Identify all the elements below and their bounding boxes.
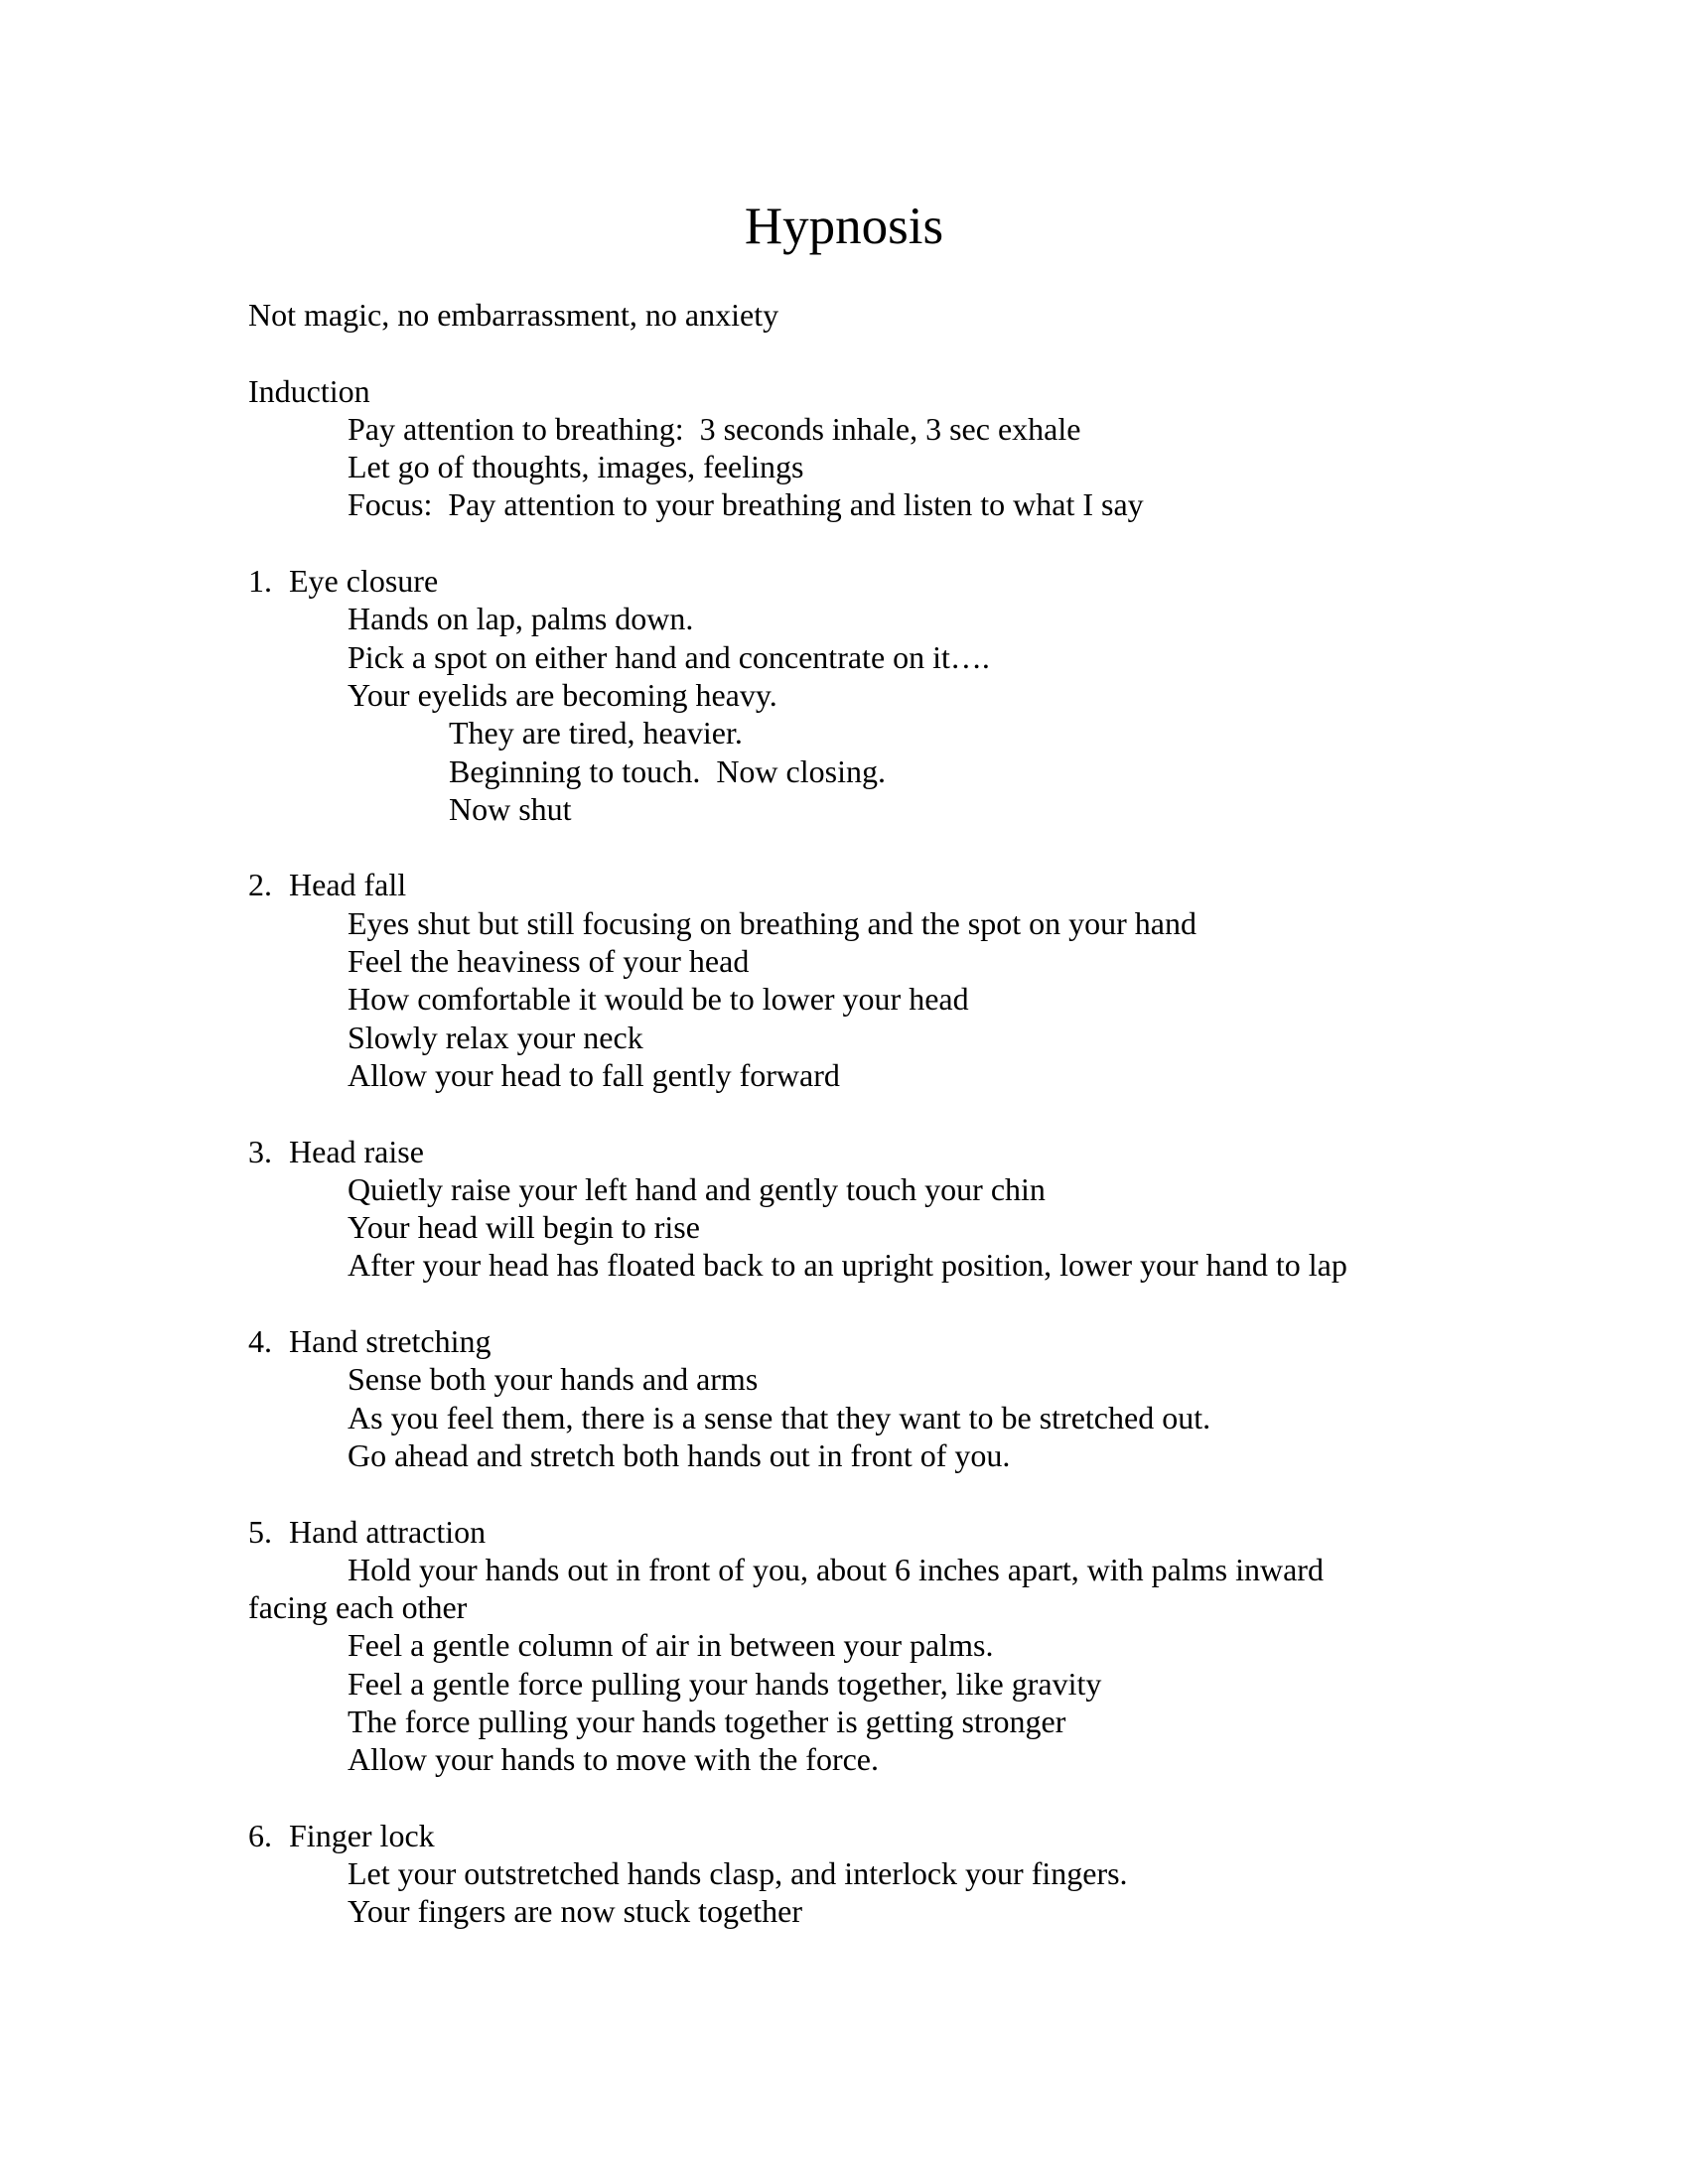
step-finger-lock: [248, 1817, 1440, 1931]
step-heading: [248, 866, 1440, 903]
step-number: 4.: [248, 1323, 272, 1360]
step-subline: Now shut: [449, 790, 572, 827]
step-line: Feel the heaviness of your head: [348, 943, 750, 980]
step-line: Allow your hands to move with the force.: [348, 1741, 879, 1778]
step-heading: [248, 562, 1440, 600]
step-title: Hand stretching: [289, 1323, 492, 1360]
step-line: Allow your head to fall gently forward: [348, 1056, 840, 1093]
step-eye-closure: [248, 562, 1440, 828]
step-line: Feel a gentle column of air in between your palms.: [348, 1627, 994, 1664]
step-line: How comfortable it would be to lower your head: [348, 981, 969, 1018]
step-head-raise: [248, 1133, 1440, 1285]
step-line: Let your outstretched hands clasp, and interlock your fingers.: [348, 1855, 1128, 1892]
step-heading: [248, 1817, 1440, 1854]
spacer: [248, 1285, 1440, 1322]
step-line: As you feel them, there is a sense that they want to be stretched out.: [348, 1399, 1211, 1435]
step-number: 1.: [248, 563, 272, 600]
step-line: Quietly raise your left hand and gently touch your chin: [348, 1170, 1046, 1207]
step-title: Hand attraction: [289, 1513, 487, 1550]
step-head-fall: [248, 866, 1440, 1094]
step-title: Eye closure: [289, 563, 439, 600]
step-line: Slowly relax your neck: [348, 1019, 643, 1055]
step-line: Pick a spot on either hand and concentrate on it….: [348, 638, 990, 675]
step-hand-attraction: [248, 1513, 1440, 1779]
induction-heading: Induction: [248, 372, 370, 409]
document-body: [248, 296, 1440, 1931]
step-title: Head fall: [289, 867, 407, 903]
step-line: Feel a gentle force pulling your hands together, like gravity: [348, 1665, 1102, 1702]
step-title: Head raise: [289, 1133, 424, 1169]
step-hand-stretching: [248, 1322, 1440, 1474]
page-title: Hypnosis: [744, 198, 944, 255]
step-subline: Beginning to touch. Now closing.: [449, 752, 886, 789]
spacer: [248, 334, 1440, 371]
step-title: Finger lock: [289, 1817, 435, 1853]
spacer: [248, 1779, 1440, 1817]
induction-line: Pay attention to breathing: 3 seconds inhale, 3 sec exhale: [348, 410, 1081, 447]
induction-line: Focus: Pay attention to your breathing and listen to what I say: [348, 486, 1144, 523]
step-line: Your eyelids are becoming heavy.: [348, 676, 777, 713]
step-heading: [248, 1133, 1440, 1170]
step-number: 2.: [248, 867, 272, 903]
step-line-continuation: facing each other: [248, 1589, 468, 1626]
spacer: [248, 1094, 1440, 1132]
step-line: Sense both your hands and arms: [348, 1361, 759, 1398]
step-line: The force pulling your hands together is getting stronger: [348, 1703, 1066, 1739]
step-heading: [248, 1513, 1440, 1551]
step-number: 3.: [248, 1133, 272, 1169]
step-number: 5.: [248, 1513, 272, 1550]
spacer: [248, 524, 1440, 562]
step-line: Hands on lap, palms down.: [348, 601, 694, 637]
induction-section: [248, 372, 1440, 524]
step-line: Your head will begin to rise: [348, 1209, 700, 1246]
spacer: [248, 1474, 1440, 1512]
step-line: Hold your hands out in front of you, about 6 inches apart, with palms inward: [348, 1551, 1324, 1587]
step-subline: They are tired, heavier.: [449, 715, 743, 751]
induction-line: Let go of thoughts, images, feelings: [348, 449, 804, 485]
spacer: [248, 828, 1440, 866]
intro-text: Not magic, no embarrassment, no anxiety: [248, 297, 779, 333]
step-line: Your fingers are now stuck together: [348, 1893, 802, 1930]
step-heading: [248, 1322, 1440, 1360]
step-line: After your head has floated back to an upright position, lower your hand to lap: [348, 1247, 1347, 1284]
step-line: Go ahead and stretch both hands out in front of you.: [348, 1436, 1011, 1473]
step-line: Eyes shut but still focusing on breathing and the spot on your hand: [348, 904, 1196, 941]
step-number: 6.: [248, 1817, 272, 1853]
